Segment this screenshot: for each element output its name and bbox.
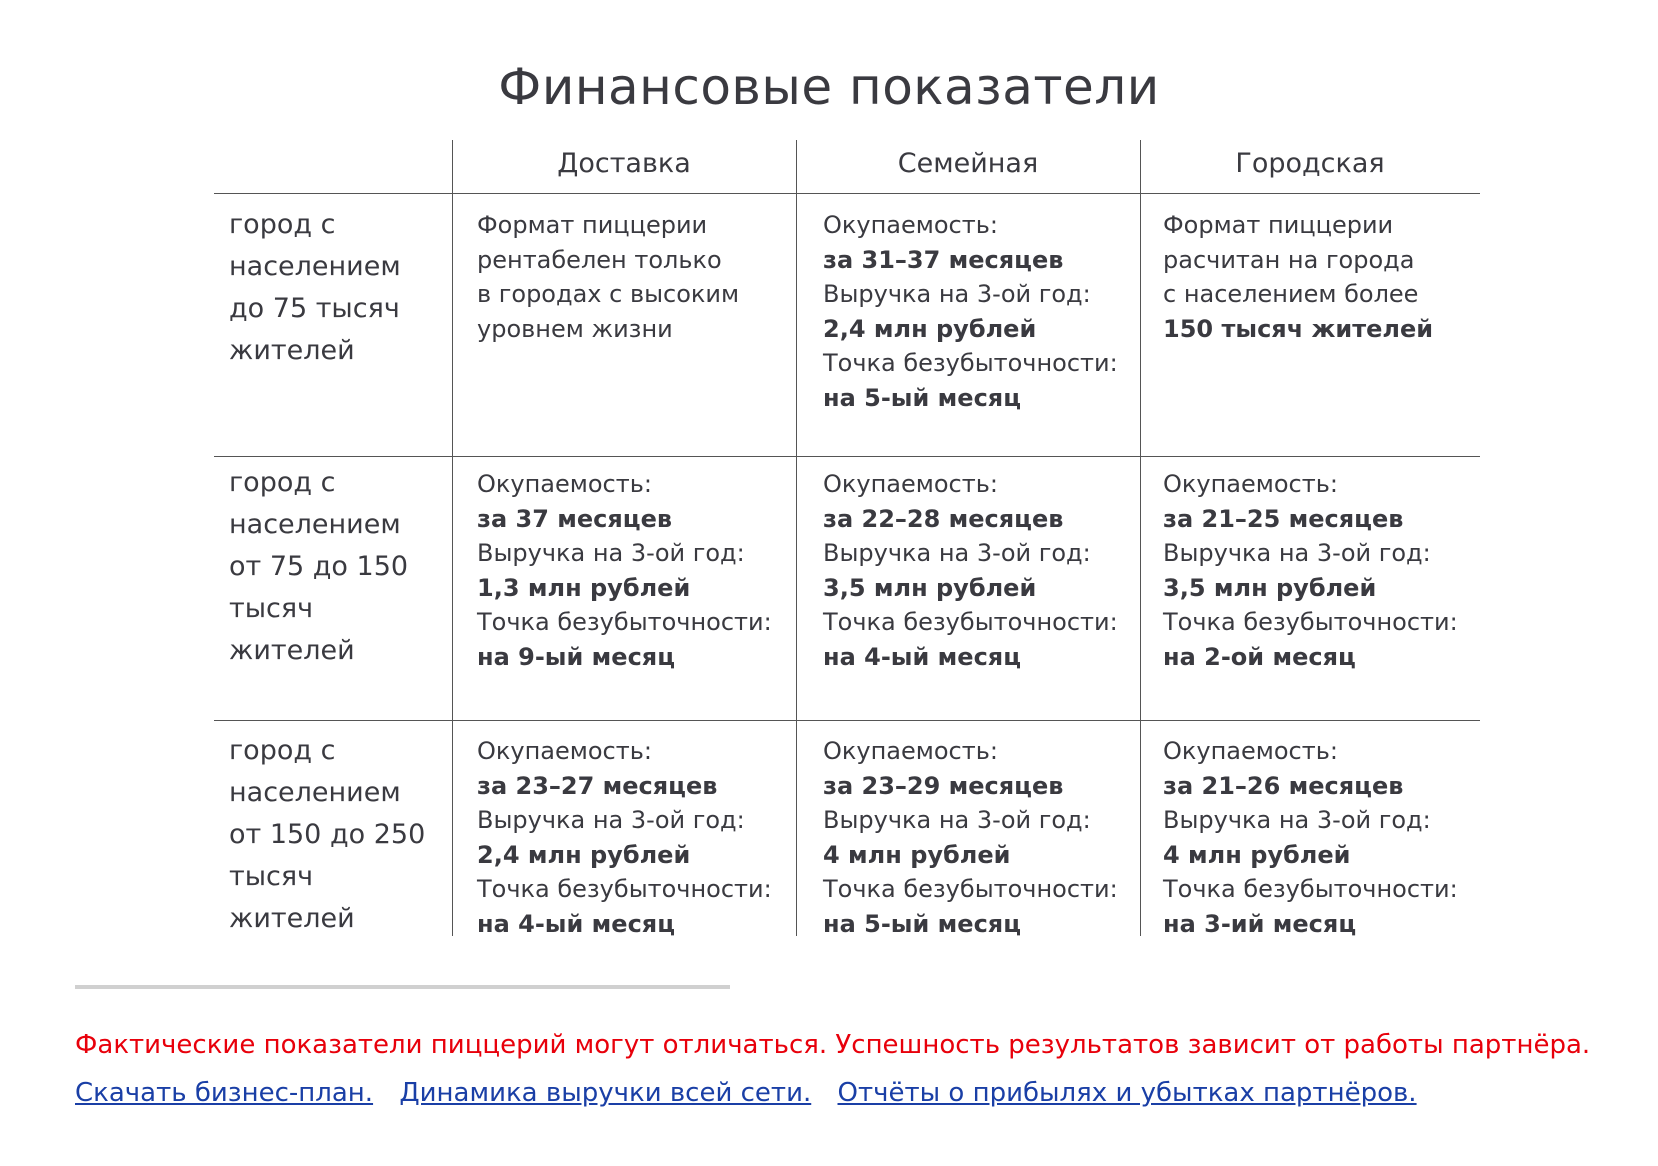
cell-value: 1,3 млн рублей	[477, 573, 691, 602]
cell-value: за 31–37 месяцев	[823, 245, 1064, 274]
cell-value: на 5-ый месяц	[823, 909, 1021, 938]
network-revenue-dynamics-link[interactable]: Динамика выручки всей сети.	[399, 1078, 812, 1108]
row-label-line: до 75 тысяч	[229, 293, 400, 324]
separator-line	[75, 985, 730, 989]
download-business-plan-link[interactable]: Скачать бизнес-план.	[75, 1078, 374, 1108]
cell-value: на 3-ий месяц	[1163, 909, 1357, 938]
cell-value: на 9-ый месяц	[477, 642, 675, 671]
cell-text: Формат пиццерии	[1163, 211, 1394, 239]
cell-text: Выручка на 3-ой год:	[1163, 539, 1431, 568]
cell-text: Окупаемость:	[823, 737, 998, 765]
cell-value: за 22–28 месяцев	[823, 504, 1064, 533]
cell-text: рентабелен только	[477, 245, 722, 274]
cell-text: Выручка на 3-ой год:	[823, 280, 1091, 309]
grid-line	[796, 140, 797, 936]
cell-text: Точка безубыточности:	[823, 875, 1118, 904]
table-cell	[1163, 734, 1458, 942]
row-label-line: город с	[229, 209, 336, 240]
cell-value: 2,4 млн рублей	[477, 840, 691, 869]
cell-text: Выручка на 3-ой год:	[477, 539, 745, 568]
table-cell	[1163, 467, 1458, 675]
column-header-family: Семейная	[897, 148, 1039, 179]
cell-value: за 21–26 месяцев	[1163, 771, 1404, 800]
row-label-line: от 75 до 150	[229, 551, 409, 582]
cell-text: Формат пиццерии	[477, 211, 708, 239]
table-cell	[823, 208, 1118, 416]
table-cell	[823, 467, 1118, 675]
cell-text: расчитан на города	[1163, 245, 1415, 274]
table-cell	[823, 734, 1118, 942]
grid-line	[214, 456, 1480, 457]
page-title: Финансовые показатели	[498, 58, 1160, 116]
cell-text: Окупаемость:	[823, 211, 998, 239]
row-label-line: жителей	[229, 335, 355, 366]
row-label	[229, 462, 444, 672]
column-header-delivery: Доставка	[557, 148, 691, 179]
cell-text: в городах с высоким	[477, 280, 740, 309]
cell-value: на 5-ый месяц	[823, 383, 1021, 412]
cell-value: на 4-ый месяц	[477, 909, 675, 938]
cell-text: Точка безубыточности:	[823, 349, 1118, 378]
cell-text: Окупаемость:	[477, 737, 652, 765]
cell-value: 3,5 млн рублей	[1163, 573, 1377, 602]
grid-line	[452, 140, 453, 936]
cell-value: 150 тысяч жителей	[1163, 314, 1434, 343]
cell-value: за 23–27 месяцев	[477, 771, 718, 800]
row-label-line: от 150 до 250	[229, 819, 426, 850]
row-label-line: населением	[229, 251, 401, 282]
cell-text: Выручка на 3-ой год:	[477, 806, 745, 835]
cell-value: 2,4 млн рублей	[823, 314, 1037, 343]
grid-line	[214, 193, 1480, 194]
cell-value: на 2-ой месяц	[1163, 642, 1356, 671]
cell-text: Окупаемость:	[477, 470, 652, 498]
table-cell	[477, 208, 739, 346]
cell-text: Точка безубыточности:	[477, 875, 772, 904]
cell-text: Точка безубыточности:	[477, 608, 772, 637]
row-label	[229, 730, 444, 940]
table-cell	[1163, 208, 1433, 346]
row-label-line: населением	[229, 509, 401, 540]
row-label-line: тысяч жителей	[229, 861, 355, 934]
partner-profit-loss-reports-link[interactable]: Отчёты о прибылях и убытках партнёров.	[837, 1078, 1417, 1108]
cell-value: за 37 месяцев	[477, 504, 673, 533]
cell-text: Окупаемость:	[1163, 470, 1338, 498]
disclaimer-text: Фактические показатели пиццерий могут отличаться. Успешность результатов зависит от работы партнёра.	[75, 1030, 1591, 1060]
cell-text: с населением более	[1163, 280, 1419, 309]
cell-text: Окупаемость:	[1163, 737, 1338, 765]
cell-text: Точка безубыточности:	[1163, 608, 1458, 637]
row-label-line: населением	[229, 777, 401, 808]
cell-text: уровнем жизни	[477, 314, 673, 343]
cell-text: Точка безубыточности:	[1163, 875, 1458, 904]
links-row	[75, 1078, 1435, 1108]
table-cell	[477, 467, 772, 675]
cell-text: Выручка на 3-ой год:	[823, 539, 1091, 568]
column-header-city: Городская	[1235, 148, 1385, 179]
cell-value: на 4-ый месяц	[823, 642, 1021, 671]
cell-text: Точка безубыточности:	[823, 608, 1118, 637]
cell-value: за 21–25 месяцев	[1163, 504, 1404, 533]
cell-value: 3,5 млн рублей	[823, 573, 1037, 602]
grid-line	[214, 720, 1480, 721]
cell-value: за 23–29 месяцев	[823, 771, 1064, 800]
row-label	[229, 204, 444, 372]
cell-text: Выручка на 3-ой год:	[823, 806, 1091, 835]
grid-line	[1140, 140, 1141, 936]
cell-value: 4 млн рублей	[823, 840, 1011, 869]
cell-value: 4 млн рублей	[1163, 840, 1351, 869]
table-cell	[477, 734, 772, 942]
row-label-line: город с	[229, 467, 336, 498]
cell-text: Окупаемость:	[823, 470, 998, 498]
row-label-line: город с	[229, 735, 336, 766]
row-label-line: тысяч жителей	[229, 593, 355, 666]
cell-text: Выручка на 3-ой год:	[1163, 806, 1431, 835]
